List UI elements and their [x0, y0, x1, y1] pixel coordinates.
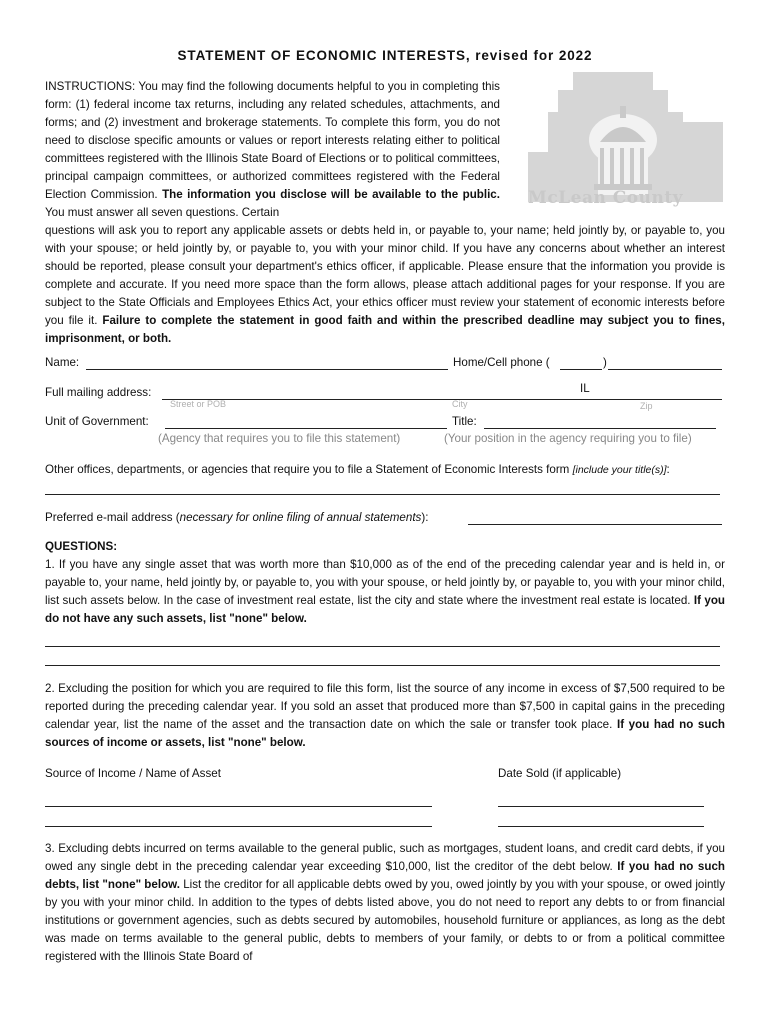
- unit-of-government-label: Unit of Government:: [45, 415, 149, 428]
- instructions-wrapped-text: this form: (1) federal income tax returns, including any related schedules, attachments, and forms; and (2) investment and brokerage statements. To complete this form, you do not need to disclose specific amounts or values or report interests relating either to political committees registered with the Illinois State Board of Elections or to political committees, principal campaign committees, or authorized committees registered with the Federal Election Commission.: [45, 80, 500, 201]
- zip-caption: Zip: [640, 401, 653, 411]
- question-3-bold: If you had no such debts, list "none" below.: [45, 860, 725, 891]
- question-3-start: 3. Excluding debts incurred on terms available to the general public, such as mortgages, student loans, and credit card debts, if you owed any single debt in the preceding calendar year exceeding $10,000, list the creditor of the debt below.: [45, 842, 725, 873]
- unit-of-government-field[interactable]: [165, 428, 447, 429]
- mailing-address-field[interactable]: [162, 399, 722, 400]
- question-1-answer-line-2[interactable]: [45, 665, 720, 666]
- question-2-bold: If you had no such sources of income or assets, list "none" below.: [45, 718, 725, 749]
- source-of-income-field-2[interactable]: [45, 826, 432, 827]
- city-caption: City: [452, 399, 468, 409]
- instructions-block: [45, 78, 500, 222]
- instructions-bold-1: The information you: [162, 188, 276, 201]
- logo-text: McLean County: [528, 188, 684, 208]
- question-2-text: 2. Excluding the position for which you are required to file this form, list the source of any income in excess of $7,500 required to be reported during the preceding calendar year. If you sold an asset that produced more than $7,500 in capital gains in the preceding calendar year, list the name of the asset and the transaction date on which the sale or transfer took place.: [45, 682, 725, 731]
- other-offices-field[interactable]: [45, 494, 720, 495]
- street-caption: Street or POB: [170, 399, 227, 409]
- other-offices-colon: :: [666, 463, 670, 476]
- phone-area-code-field[interactable]: [560, 369, 602, 370]
- email-field[interactable]: [468, 524, 722, 525]
- phone-paren: ): [603, 356, 607, 369]
- title-label: Title:: [452, 415, 477, 428]
- email-label-italic: necessary for online filing of annual statements: [179, 511, 422, 524]
- question-3-rest: List the creditor for all applicable debts owed by you, owed jointly by you with your spouse, or owed jointly by you with your minor child. In addition to the types of debts listed above, you do not need to report any debts to or from financial institutions or government agencies, such as debts secured by automobiles, household furniture or appliances, as long as the debt was made on terms available to the general public, debts to members of your family, or debts to or from a political committee registered with the Illinois State Board of: [45, 878, 725, 963]
- questions-heading: QUESTIONS:: [45, 540, 118, 553]
- instructions-full-text: questions will ask you to report any applicable assets or debts held in, or payable to, your name; held jointly by, or payable to, you with your spouse; or held jointly by, or payable to, you with your minor child. If you have any concerns about whether an interest should be reported, please consult your department's ethics officer, if applicable. Please ensure that the information you provide is complete and accurate. If you need more space than the form allows, please attach additional pages for your response. If you are subject to the State Officials and Employees Ethics Act, your ethics officer must review your statement of economic interests before you file it.: [45, 224, 725, 327]
- question-1-text: 1. If you have any single asset that was worth more than $10,000 as of the end of the preceding calendar year and is held in, or payable to, your name, held jointly by, or payable to, you with your spouse, or held jointly by, or payable to, you with your minor child, list such assets below. In the case of investment real estate, list the city and state where the investment real estate is located.: [45, 558, 725, 607]
- date-sold-field-2[interactable]: [498, 826, 704, 827]
- position-subcaption: (Your position in the agency requiring you to file): [444, 432, 692, 445]
- question-1-answer-line-1[interactable]: [45, 646, 720, 647]
- email-label-end: ):: [421, 511, 429, 524]
- question-2: [45, 680, 725, 752]
- date-sold-field-1[interactable]: [498, 806, 704, 807]
- name-label: Name:: [45, 356, 80, 369]
- phone-number-field[interactable]: [608, 369, 722, 370]
- name-field[interactable]: [86, 369, 448, 370]
- other-offices-italic: [include your title(s)]: [572, 464, 667, 476]
- agency-subcaption: (Agency that requires you to file this statement): [158, 432, 401, 445]
- instructions-line1: INSTRUCTIONS: You may find the following documents helpful to you in completing: [45, 80, 479, 93]
- page-title: STATEMENT OF ECONOMIC INTERESTS, revised for 2022: [177, 48, 593, 63]
- email-label: [45, 509, 428, 527]
- other-offices-label: [45, 461, 735, 479]
- instructions-full-block: [45, 222, 725, 348]
- mailing-address-label: Full mailing address:: [45, 386, 152, 399]
- question-3: [45, 840, 725, 966]
- phone-label: Home/Cell phone (: [453, 356, 550, 369]
- other-offices-text: Other offices, departments, or agencies that require you to file a Statement of Economic Interests form: [45, 463, 570, 476]
- source-of-income-label: Source of Income / Name of Asset: [45, 767, 221, 780]
- question-1: [45, 556, 725, 628]
- email-label-text: Preferred e-mail address (: [45, 511, 180, 524]
- date-sold-label: Date Sold (if applicable): [498, 767, 622, 780]
- instructions-bold-2: disclose will be available to the public.: [280, 188, 500, 201]
- instructions-after-bold: You must answer all seven questions. Certain: [45, 206, 280, 219]
- question-1-bold: If you do not have any such assets, list "none" below.: [45, 594, 725, 625]
- title-field[interactable]: [484, 428, 716, 429]
- instructions-final-bold: Failure to complete the statement in good faith and within the prescribed deadline may subject you to fines, imprisonment, or both.: [45, 314, 725, 345]
- source-of-income-field-1[interactable]: [45, 806, 432, 807]
- state-value: IL: [580, 382, 590, 395]
